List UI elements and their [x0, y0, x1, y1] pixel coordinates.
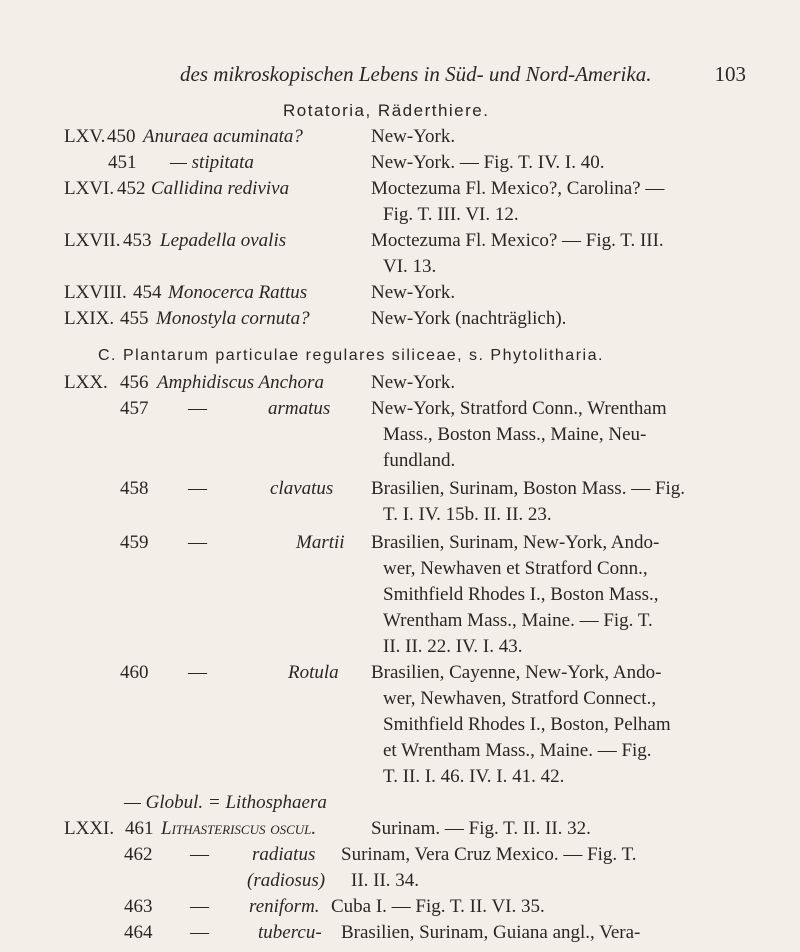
section-heading-rotatoria: Rotatoria, Räderthiere.: [283, 101, 490, 120]
running-title: des mikroskopischen Lebens in Süd- und Nord-Amerika.: [180, 62, 652, 86]
page-header: [0, 62, 800, 92]
section-heading-phytolitharia: C. Plantarum particulae regulares siliceae, s. Phytolitharia.: [98, 347, 604, 364]
page-number: 103: [714, 62, 746, 86]
globul-line: — Globul. = Lithosphaera: [124, 792, 327, 813]
